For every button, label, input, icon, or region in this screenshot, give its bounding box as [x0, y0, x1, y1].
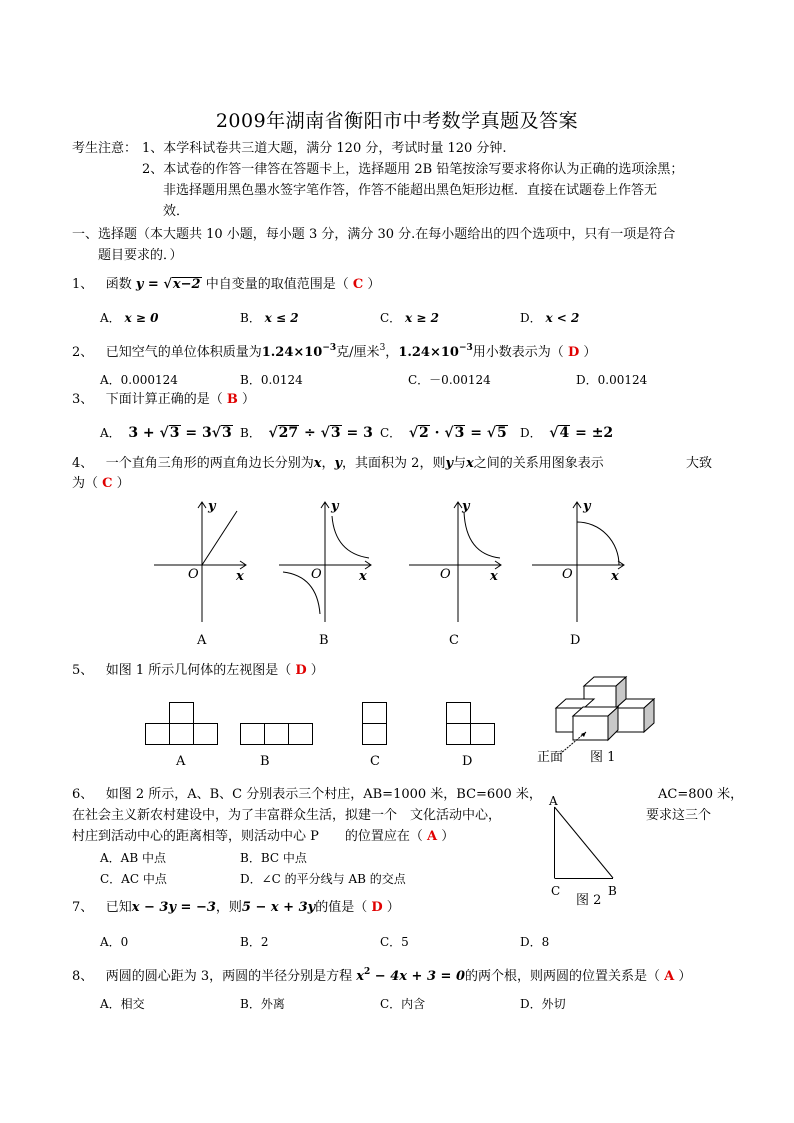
- text-fragment: √: [163, 277, 172, 292]
- answer-mark: C: [102, 476, 113, 491]
- answer-mark: A: [427, 829, 438, 844]
- origin-label: O: [188, 567, 199, 582]
- math-radicand: 27: [278, 425, 299, 441]
- paren-close: ）: [583, 345, 597, 360]
- question-text: 已知: [105, 900, 132, 915]
- question-1: [72, 276, 380, 294]
- text-fragment: 3 + √3 = 3√3: [128, 425, 232, 441]
- graph-line: [202, 511, 237, 565]
- question-text: 如图 2 所示，A、B、C 分别表示三个村庄，AB=1000 米，BC=600 米，: [105, 787, 542, 802]
- text-fragment: B．: [240, 426, 261, 440]
- question-number: 7、: [72, 900, 94, 915]
- side-ab: [555, 807, 614, 878]
- option-a: A．相交: [100, 997, 145, 1011]
- figure-1-front-label: 正面: [537, 750, 564, 765]
- question-number: 3、: [72, 392, 94, 407]
- section-heading: 一、选择题（本大题共 10 小题，每小题 3 分，满分 30 分.在每小题给出的四个选项中，只有一项是符合: [72, 227, 676, 242]
- option-d: [520, 309, 579, 327]
- question-text: ，则: [215, 900, 242, 915]
- math-expr: − 4x + 3 = 0: [370, 969, 465, 984]
- math-radicand: 3: [169, 425, 180, 441]
- question-6-right-1: AC=800 米，: [658, 787, 744, 802]
- text-fragment: ÷: [299, 425, 321, 441]
- graph-label-d: D: [570, 633, 581, 648]
- notice-item-2: 2、本试卷的作答一律答在答题卡上，选择题用 2B 铅笔按涂写要求将你认为正确的选项涂黑；: [142, 162, 684, 177]
- question-text: 两圆的圆心距为 3，两圆的半径分别是方程: [105, 969, 353, 984]
- view-label-a: A: [176, 754, 186, 769]
- math-radicand: x−2: [172, 277, 201, 292]
- view-a: [145, 702, 220, 746]
- notice-item-2-cont: 非选择题用黑色墨水签字笔作答，作答不能超出黑色矩形边框．直接在试题卷上作答无: [163, 183, 658, 198]
- option-c: C．－0.00124: [408, 373, 491, 387]
- figure-2-label: 图 2: [576, 893, 602, 908]
- option-b: B．0.0124: [240, 373, 303, 387]
- view-c: [362, 702, 389, 746]
- math-var: y: [445, 456, 454, 471]
- hyperbola-q1: [464, 512, 500, 558]
- question-number: 4、: [72, 456, 94, 471]
- vertex-c: C: [551, 884, 561, 898]
- figure-2-triangle: [550, 805, 620, 880]
- question-6-line-2: 在社会主义新农村建设中，为了丰富群众生活，拟建一个 文化活动中心，: [72, 808, 502, 823]
- question-text: 之间的关系用图象表示: [473, 456, 604, 471]
- question-number: 8、: [72, 969, 94, 984]
- notice-item-1: 1、本学科试卷共三道大题，满分 120 分，考试时量 120 分钟.: [142, 141, 507, 156]
- math-expr: =: [143, 277, 164, 292]
- question-7: [72, 899, 400, 917]
- paren-close: ）: [678, 969, 692, 984]
- question-text: ，: [321, 456, 335, 471]
- origin-label: O: [311, 567, 322, 582]
- view-label-d: D: [462, 754, 473, 769]
- question-number: 2、: [72, 345, 94, 360]
- view-d: [446, 702, 498, 746]
- question-text: 函数: [105, 277, 132, 292]
- math-exponent: 2: [364, 967, 371, 977]
- axis-label-x: x: [611, 569, 619, 584]
- text-fragment: = 3: [341, 425, 373, 441]
- math-radicand: 4: [559, 425, 570, 441]
- answer-mark: A: [664, 969, 675, 984]
- text-fragment: x ≤ 2: [264, 311, 299, 325]
- question-text: 为（: [72, 476, 99, 491]
- text-fragment: = ±2: [570, 425, 614, 441]
- hyperbola-q1: [332, 516, 369, 558]
- answer-mark: D: [295, 663, 307, 678]
- text-fragment: x ≥ 0: [124, 311, 159, 325]
- view-b: [240, 723, 315, 746]
- option-d: [520, 424, 613, 442]
- view-label-c: C: [370, 754, 380, 769]
- option-d: D．外切: [520, 997, 566, 1011]
- graph-d: [528, 498, 628, 623]
- question-4-cont: [72, 475, 130, 493]
- question-3: [72, 391, 255, 409]
- question-4: [72, 455, 604, 473]
- text-fragment: √27 ÷ √3 = 3: [268, 425, 373, 441]
- figure-1-label: 图 1: [590, 750, 616, 765]
- question-text: 的两个根，则两圆的位置关系是（: [465, 969, 661, 984]
- math-exponent: −3: [458, 343, 473, 353]
- graph-label-c: C: [449, 633, 459, 648]
- text-fragment: D．: [520, 311, 542, 325]
- origin-label: O: [562, 567, 573, 582]
- paren-close: ）: [116, 476, 130, 491]
- math-expr: x − 3y = −3: [131, 900, 216, 915]
- question-text: 如图 1 所示几何体的左视图是（: [105, 663, 292, 678]
- origin-label: O: [440, 567, 451, 582]
- paren-close: ）: [367, 277, 381, 292]
- cube-top: [584, 677, 626, 708]
- question-6-line-3: [72, 828, 454, 846]
- math-var: y: [334, 456, 343, 471]
- axis-label-x: x: [490, 569, 498, 584]
- question-6: [72, 786, 542, 804]
- question-text: 克/厘米: [336, 345, 380, 360]
- text-fragment: =: [465, 425, 487, 441]
- cube-right: [616, 699, 654, 732]
- notice-item-2-end: 效．: [163, 204, 190, 219]
- option-b: [240, 309, 299, 327]
- option-c: C．5: [380, 935, 409, 949]
- math-radicand: 3: [221, 425, 232, 441]
- axis-label-x: x: [359, 569, 367, 584]
- option-a: [100, 309, 158, 327]
- question-text: 一个直角三角形的两直角边长分别为: [105, 456, 314, 471]
- graph-label-b: B: [319, 633, 329, 648]
- math-var: x: [313, 456, 322, 471]
- option-d: D．∠C 的平分线与 AB 的交点: [240, 872, 406, 886]
- vertex-a: A: [549, 794, 558, 808]
- option-a: A．AB 中点: [100, 851, 166, 865]
- text-fragment: √2 · √3 = √5: [408, 425, 507, 441]
- vertex-b: B: [608, 884, 617, 898]
- math-expr: 5 − x + 3y: [241, 900, 316, 915]
- option-b: [240, 424, 373, 442]
- math-expr: x: [356, 969, 364, 984]
- option-c: [380, 309, 439, 327]
- question-text: 已知空气的单位体积质量为: [105, 345, 262, 360]
- section-heading-cont: 题目要求的．）: [98, 248, 183, 263]
- axis-label-y: y: [331, 499, 339, 514]
- page-title: 2009年湖南省衡阳市中考数学真题及答案: [215, 110, 579, 132]
- option-a: [100, 424, 233, 442]
- text-fragment: = 3: [180, 425, 212, 441]
- question-2: [72, 339, 596, 362]
- math-expr: 1.24×10: [261, 345, 323, 360]
- text-fragment: B．: [240, 311, 261, 325]
- quarter-arc: [577, 522, 619, 565]
- axis-label-y: y: [208, 499, 216, 514]
- math-radicand: 5: [497, 425, 507, 441]
- figure-1-cubes: [550, 676, 655, 748]
- math-expr: y: [135, 277, 144, 292]
- option-c: C．内含: [380, 997, 426, 1011]
- question-text: 与: [453, 456, 467, 471]
- text-fragment: A．: [100, 426, 121, 440]
- graph-c: [405, 498, 505, 623]
- axis-label-y: y: [583, 499, 591, 514]
- math-expr: 1.24×10: [398, 345, 459, 360]
- question-number: 1、: [72, 277, 94, 292]
- graph-a: [150, 498, 250, 623]
- question-text: ，: [385, 345, 399, 360]
- paren-close: ）: [310, 663, 324, 678]
- text-fragment: C．: [380, 311, 402, 325]
- text-fragment: √4 = ±2: [549, 425, 614, 441]
- paren-close: ）: [241, 392, 255, 407]
- answer-mark: C: [352, 277, 364, 292]
- text-fragment: 3 +: [128, 425, 160, 441]
- question-number: 6、: [72, 787, 94, 802]
- text-fragment: A．: [100, 311, 121, 325]
- text-fragment: C．: [380, 426, 402, 440]
- math-radicand: 2: [419, 425, 429, 441]
- math-var: x: [466, 456, 474, 471]
- paren-close: ）: [386, 900, 400, 915]
- answer-mark: B: [226, 392, 238, 407]
- option-b: B．外离: [240, 997, 285, 1011]
- question-text: 用小数表示为（: [472, 345, 564, 360]
- option-b: B．BC 中点: [240, 851, 307, 865]
- question-8: [72, 963, 691, 986]
- notice-label: 考生注意：: [72, 141, 138, 156]
- math-radicand: 3: [330, 425, 341, 441]
- option-a: A．0: [100, 935, 129, 949]
- view-label-b: B: [260, 754, 270, 769]
- axis-label-x: x: [236, 569, 244, 584]
- question-text: 中自变量的取值范围是（: [205, 277, 349, 292]
- question-text: 的值是（: [315, 900, 368, 915]
- text-fragment: x < 2: [545, 311, 580, 325]
- question-6-right-2: 要求这三个: [646, 808, 712, 823]
- question-text: 下面计算正确的是（: [105, 392, 223, 407]
- question-number: 5、: [72, 663, 94, 678]
- text-fragment: ·: [429, 425, 445, 441]
- text-fragment: D．: [520, 426, 542, 440]
- axis-label-y: y: [462, 499, 470, 514]
- option-c: C．AC 中点: [100, 872, 167, 886]
- option-a: A．0.000124: [100, 373, 178, 387]
- cube-front: [573, 707, 618, 740]
- question-5: [72, 662, 324, 680]
- option-b: B．2: [240, 935, 269, 949]
- option-d: D．8: [520, 935, 550, 949]
- option-c: [380, 424, 508, 442]
- math-exponent: −3: [322, 343, 337, 353]
- option-d: D．0.00124: [576, 373, 648, 387]
- answer-mark: D: [371, 900, 383, 915]
- paren-close: ）: [441, 829, 455, 844]
- question-text: ，其面积为 2，则: [342, 456, 446, 471]
- math-radicand: 3: [454, 425, 465, 441]
- answer-mark: D: [567, 345, 580, 360]
- graph-b: [275, 498, 375, 623]
- question-text: 村庄到活动中心的距离相等，则活动中心 P 的位置应在（: [72, 829, 423, 844]
- graph-label-a: A: [197, 633, 207, 648]
- text-fragment: x ≥ 2: [405, 311, 439, 325]
- unit-exponent: 3: [379, 343, 386, 353]
- question-4-tail: 大致: [686, 456, 713, 471]
